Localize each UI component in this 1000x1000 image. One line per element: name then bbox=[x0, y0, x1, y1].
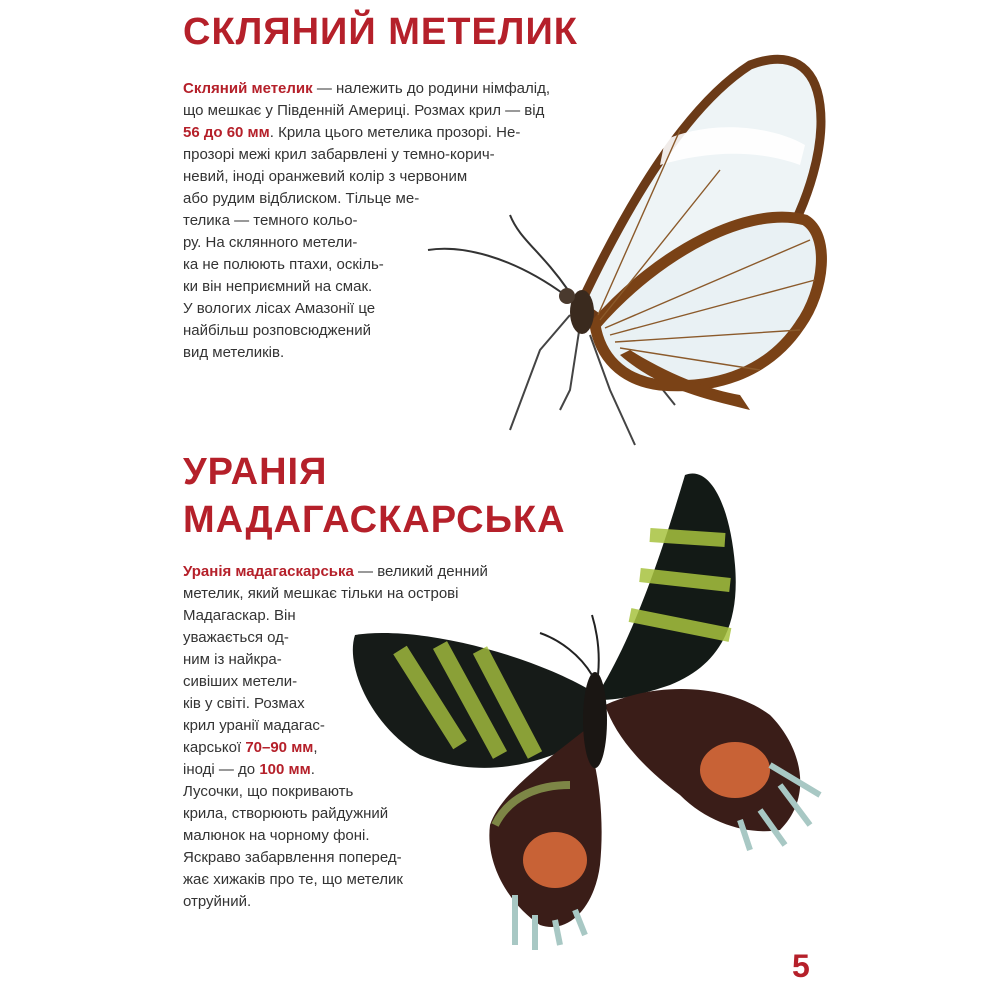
highlighted-text: 70–90 мм bbox=[245, 739, 314, 756]
highlighted-text: Уранія мадагаскарська bbox=[183, 563, 354, 580]
text-span: ка не полюють птахи, оскіль- bbox=[183, 256, 384, 273]
antenna bbox=[540, 633, 592, 675]
text-span: Лусочки, що покривають bbox=[183, 783, 354, 800]
text-span: найбільш розповсюджений bbox=[183, 322, 371, 339]
section2-title-line2: МАДАГАСКАРСЬКА bbox=[183, 499, 566, 541]
text-span: крил уранії мадагас- bbox=[183, 717, 325, 734]
text-span: уважається од- bbox=[183, 629, 289, 646]
text-span: крила, створюють райдужний bbox=[183, 805, 389, 822]
text-span: — належить до родини німфалід, bbox=[312, 80, 551, 97]
text-span: отруйний. bbox=[183, 893, 252, 910]
text-span: сивіших метели- bbox=[183, 673, 298, 690]
text-span: Яскраво забарвлення поперед- bbox=[183, 849, 402, 866]
text-span: або рудим відблиском. Тільце ме- bbox=[183, 190, 420, 207]
text-span: ним із найкра- bbox=[183, 651, 282, 668]
text-span: ки він неприємний на смак. bbox=[183, 278, 373, 295]
text-span: вид метеликів. bbox=[183, 344, 285, 361]
text-span: жає хижаків про те, що метелик bbox=[183, 871, 403, 888]
text-span: . bbox=[310, 761, 315, 778]
text-span: телика — темного кольо- bbox=[183, 212, 358, 229]
text-span: , bbox=[313, 739, 318, 756]
antenna bbox=[428, 249, 565, 295]
moth-body bbox=[583, 672, 607, 768]
leg bbox=[560, 325, 580, 410]
text-span: . Крила цього метелика прозорі. Не- bbox=[269, 124, 521, 141]
text-span: метелик, який мешкає тільки на острові bbox=[183, 585, 459, 602]
antenna bbox=[592, 615, 599, 675]
leg bbox=[510, 315, 570, 430]
text-span: Мадагаскар. Він bbox=[183, 607, 296, 624]
text-span: — великий денний bbox=[353, 563, 488, 580]
text-span: карської bbox=[183, 739, 246, 756]
text-span: У вологих лісах Амазонії це bbox=[183, 300, 376, 317]
section2-title-line1: УРАНІЯ bbox=[183, 451, 328, 493]
text-span: малюнок на чорному фоні. bbox=[183, 827, 370, 844]
highlighted-text: 56 до 60 мм bbox=[183, 124, 270, 141]
highlighted-text: Скляний метелик bbox=[183, 80, 313, 97]
text-span: ру. На склянного метели- bbox=[183, 234, 358, 251]
text-span: ків у світі. Розмах bbox=[183, 695, 305, 712]
text-span: іноді — до bbox=[183, 761, 260, 778]
page-number: 5 bbox=[792, 948, 810, 984]
highlighted-text: 100 мм bbox=[259, 761, 311, 778]
glasswing-butterfly-photo bbox=[420, 50, 840, 450]
text-span: прозорі межі крил забарвлені у темно-корич- bbox=[183, 146, 495, 163]
section1-title: СКЛЯНИЙ МЕТЕЛИК bbox=[183, 11, 578, 53]
text-span: що мешкає у Південній Америці. Розмах крил — від bbox=[183, 102, 545, 119]
urania-moth-photo bbox=[340, 465, 840, 955]
text-span: невий, іноді оранжевий колір з червоним bbox=[183, 168, 468, 185]
